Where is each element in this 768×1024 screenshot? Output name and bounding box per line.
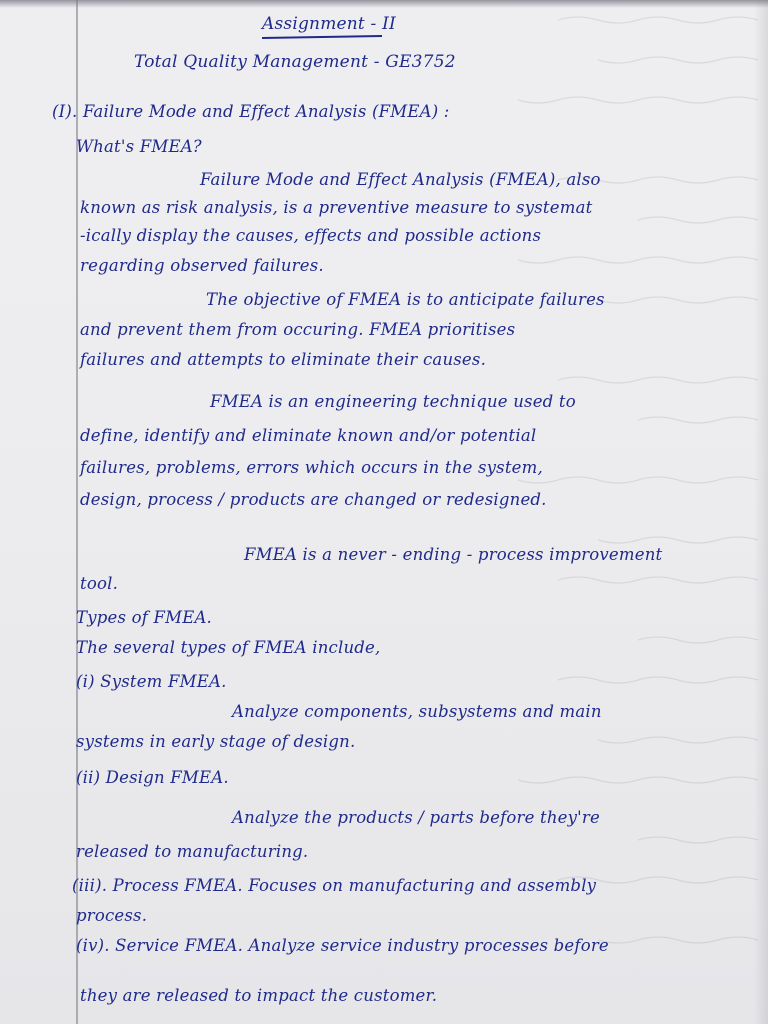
assignment-subtitle: Total Quality Management - GE3752: [134, 52, 456, 72]
text-line: process.: [76, 906, 148, 925]
text-line: design, process / products are changed or redesigned.: [80, 490, 547, 509]
assignment-title: Assignment - II: [262, 14, 396, 34]
text-line: The objective of FMEA is to anticipate failures: [206, 290, 605, 309]
text-line: define, identify and eliminate known and/or potential: [80, 426, 537, 445]
text-line: released to manufacturing.: [76, 842, 309, 861]
bleed-through-texture: [480, 0, 768, 1024]
type-item-system: (i) System FMEA.: [76, 672, 227, 691]
bleed-through-scribbles: [480, 0, 768, 1024]
section-heading: (I). Failure Mode and Effect Analysis (FMEA) :: [52, 102, 450, 121]
text-line: known as risk analysis, is a preventive measure to systemat: [80, 198, 593, 217]
text-line: FMEA is an engineering technique used to: [210, 392, 576, 411]
text-line: Analyze components, subsystems and main: [232, 702, 602, 721]
text-line: failures, problems, errors which occurs in the system,: [80, 458, 543, 477]
text-line: Failure Mode and Effect Analysis (FMEA), also: [200, 170, 601, 189]
text-line: and prevent them from occuring. FMEA prioritises: [80, 320, 516, 339]
types-heading: Types of FMEA.: [76, 608, 213, 627]
type-item-service: (iv). Service FMEA. Analyze service industry processes before: [76, 936, 609, 955]
text-line: tool.: [80, 574, 119, 593]
text-line: -ically display the causes, effects and possible actions: [80, 226, 542, 245]
type-item-process: (iii). Process FMEA. Focuses on manufacturing and assembly: [72, 876, 597, 895]
text-line: The several types of FMEA include,: [76, 638, 381, 657]
text-line: they are released to impact the customer.: [80, 986, 438, 1005]
text-line: regarding observed failures.: [80, 256, 324, 275]
title-underline: [262, 35, 382, 39]
type-item-design: (ii) Design FMEA.: [76, 768, 229, 787]
text-line: Analyze the products / parts before they're: [232, 808, 600, 827]
text-line: failures and attempts to eliminate their causes.: [80, 350, 487, 369]
question-line: What's FMEA?: [76, 137, 202, 156]
text-line: FMEA is a never - ending - process improvement: [244, 545, 663, 564]
text-line: systems in early stage of design.: [76, 732, 356, 751]
